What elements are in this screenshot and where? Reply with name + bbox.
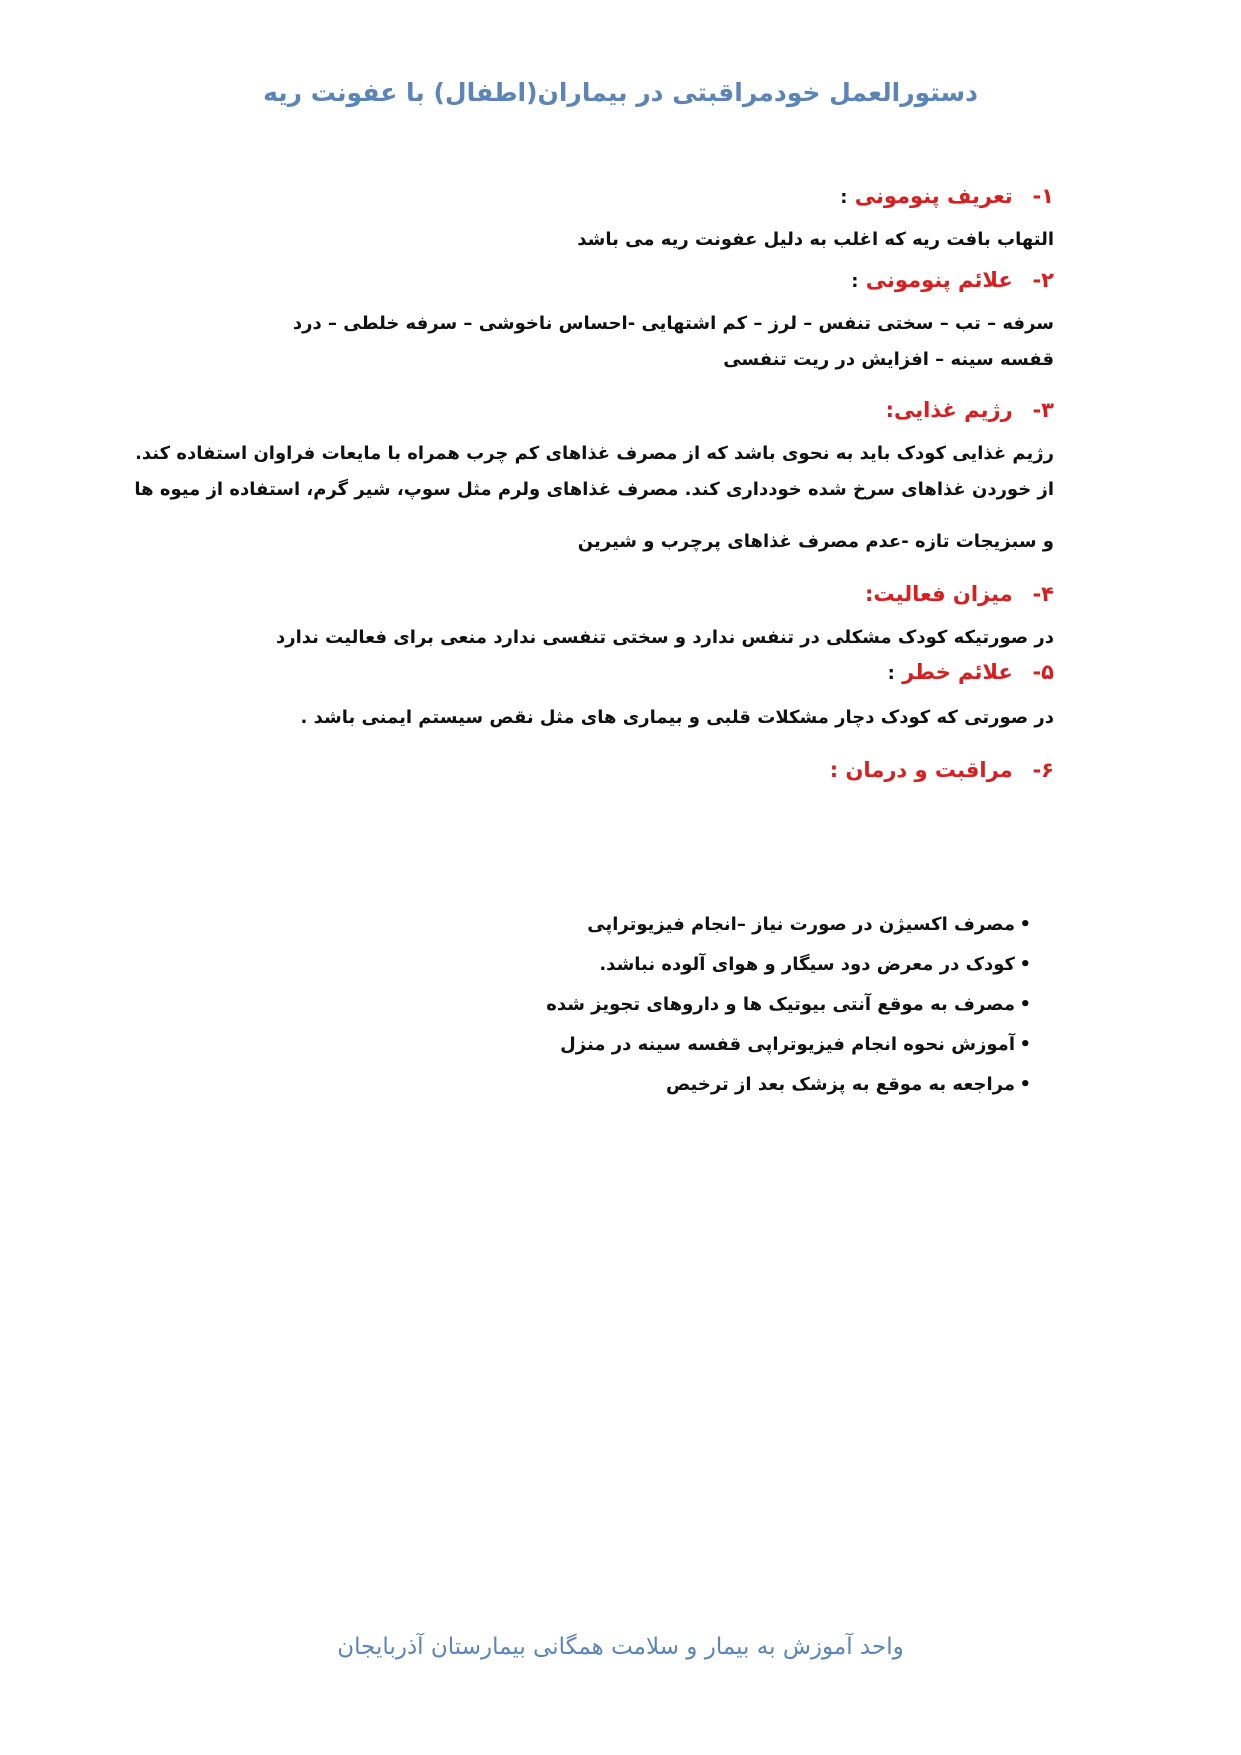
section-title: میزان فعالیت: [865, 582, 1013, 606]
section-number: ۲- [1032, 268, 1054, 292]
bullet-icon: • [1019, 994, 1031, 1015]
section-number: ۱- [1032, 184, 1054, 208]
bullet-icon: • [1019, 954, 1031, 975]
bullet-icon: • [1019, 1074, 1031, 1095]
section-colon: : [887, 663, 895, 684]
section-number: ۵- [1032, 660, 1054, 684]
bullet-icon: • [1019, 914, 1031, 935]
list-item-text: آموزش نحوه انجام فیزیوتراپی قفسه سینه در منزل [560, 1034, 1015, 1055]
section-heading-definition [174, 184, 1054, 208]
list-item-text: مصرف به موقع آنتی بیوتیک ها و داروهای تجویز شده [546, 994, 1015, 1015]
section-body-symptoms [293, 306, 1054, 378]
section-body-warning-signs [300, 700, 1054, 736]
body-line: در صورتیکه کودک مشکلی در تنفس ندارد و سختی تنفسی ندارد منعی برای فعالیت ندارد [275, 627, 1054, 648]
section-number: ۴- [1032, 582, 1054, 606]
section-title: تعریف پنومونی [854, 184, 1013, 208]
section-title: رژیم غذایی: [885, 398, 1013, 422]
list-item [331, 945, 1031, 985]
bullet-icon: • [1019, 1034, 1031, 1055]
body-line: سرفه – تب – سختی تنفس – لرز – کم اشتهایی -احساس ناخوشی – سرفه خلطی – درد [292, 313, 1054, 334]
list-item [331, 985, 1031, 1025]
section-title: علائم پنومونی [865, 268, 1013, 292]
document-footer: واحد آموزش به بیمار و سلامت همگانی بیمارستان آذربایجان [337, 1634, 904, 1660]
body-line: رژیم غذایی کودک باید به نحوی باشد که از مصرف غذاهای کم چرب همراه با مایعات فراوان استفاده کند. [135, 443, 1054, 464]
section-colon: : [840, 187, 848, 208]
section-heading-symptoms [174, 268, 1054, 292]
list-item [331, 1065, 1031, 1105]
care-bullet-list [331, 905, 1031, 1105]
list-item-text: مراجعه به موقع به پزشک بعد از ترخیص [665, 1074, 1015, 1095]
list-item [331, 905, 1031, 945]
section-body-diet-continued [578, 524, 1054, 560]
section-body-activity [276, 620, 1054, 656]
section-body-definition [577, 222, 1054, 258]
section-heading-activity [174, 582, 1054, 606]
body-line: در صورتی که کودک دچار مشکلات قلبی و بیماری های مثل نقص سیستم ایمنی باشد . [300, 707, 1054, 728]
list-item-text: مصرف اکسیژن در صورت نیاز –انجام فیزیوتراپی [587, 914, 1015, 935]
body-line: از خوردن غذاهای سرخ شده خودداری کند. مصرف غذاهای ولرم مثل سوپ، شیر گرم، استفاده از میوه ها [134, 479, 1054, 500]
section-heading-care [174, 758, 1054, 782]
list-item-text: کودک در معرض دود سیگار و هوای آلوده نباشد. [599, 954, 1015, 975]
section-body-diet [134, 436, 1054, 508]
document-title: دستورالعمل خودمراقبتی در بیماران(اطفال) با عفونت ریه [263, 78, 978, 107]
body-line: التهاب بافت ریه که اغلب به دلیل عفونت ریه می باشد [577, 229, 1054, 250]
section-title: علائم خطر [902, 660, 1013, 684]
section-heading-warning-signs [174, 660, 1054, 684]
section-heading-diet [174, 398, 1054, 422]
section-colon: : [851, 271, 859, 292]
section-number: ۶- [1032, 758, 1054, 782]
list-item [331, 1025, 1031, 1065]
section-number: ۳- [1032, 398, 1054, 422]
body-line: قفسه سینه – افزایش در ریت تنفسی [723, 349, 1054, 370]
section-title: مراقبت و درمان : [829, 758, 1013, 782]
body-line: و سبزیجات تازه -عدم مصرف غذاهای پرچرب و شیرین [577, 531, 1054, 552]
